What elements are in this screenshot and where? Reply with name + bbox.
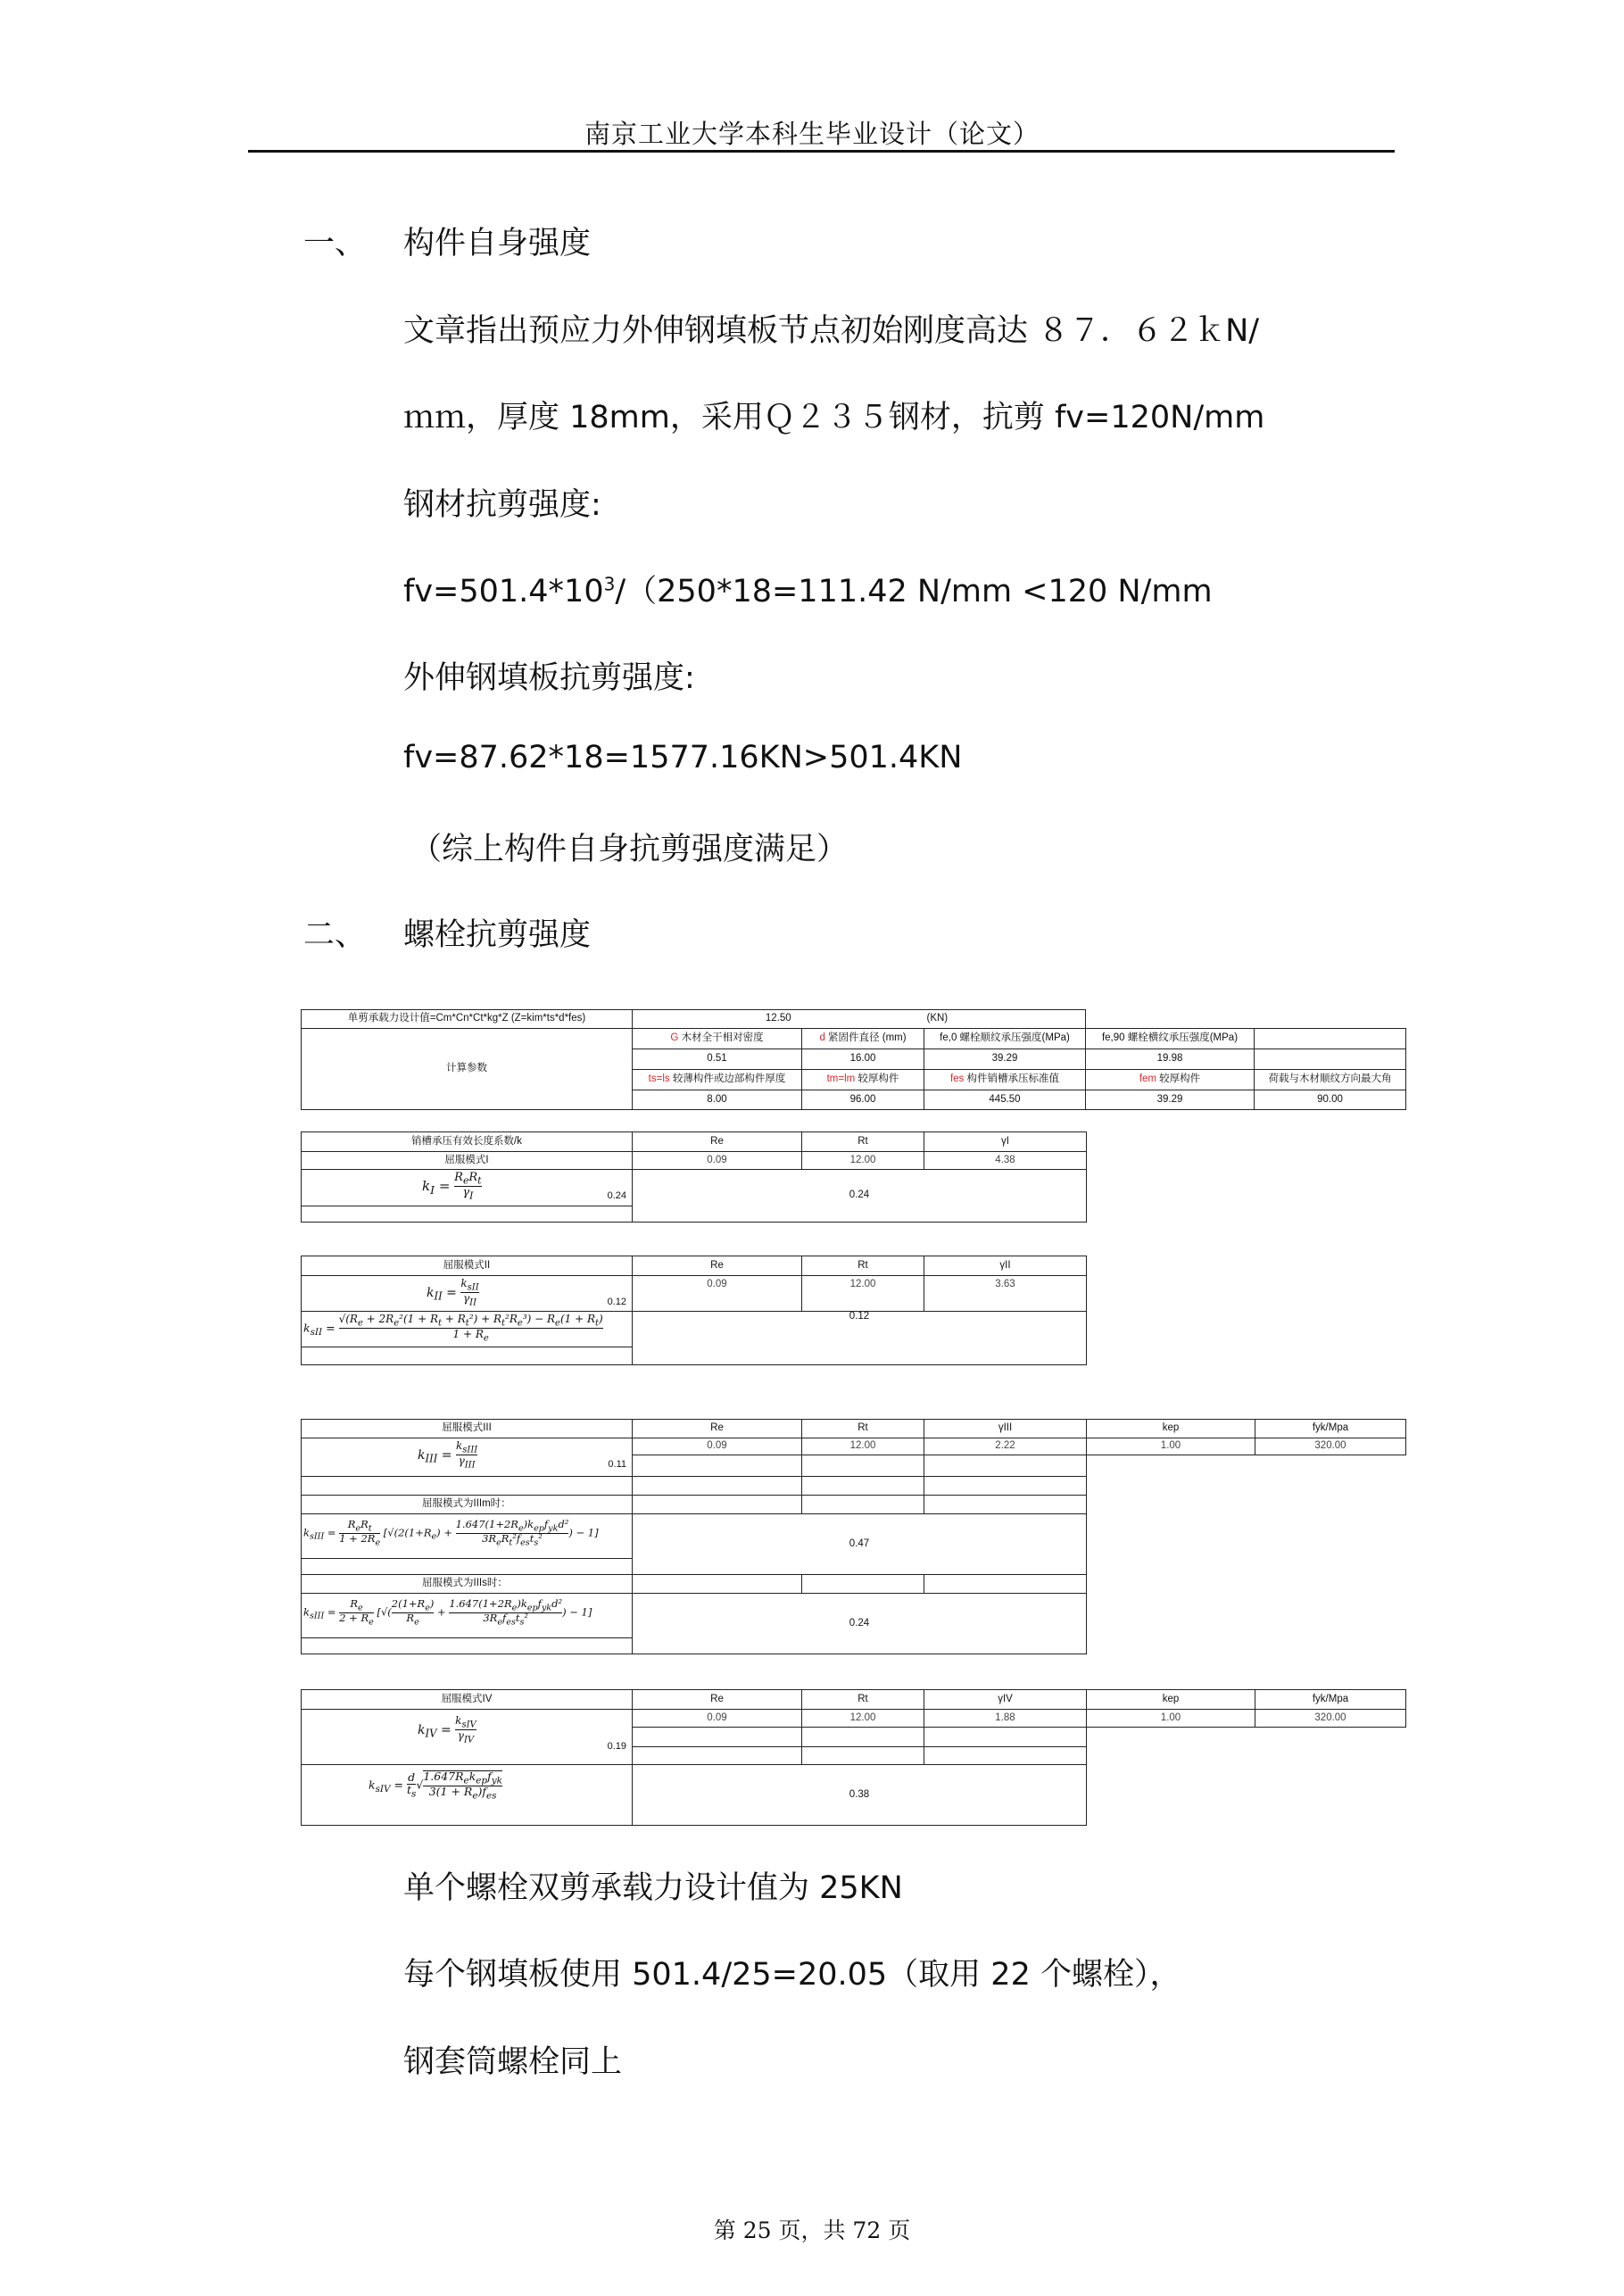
- k2-left-value: 0.12: [607, 1297, 626, 1307]
- k1-hdr-re: Re: [633, 1132, 802, 1152]
- section1-title: 构件自身强度: [403, 226, 592, 261]
- section1-line3: 钢材抗剪强度:: [403, 487, 601, 523]
- k1-right-value: 0.24: [633, 1170, 1087, 1223]
- after-line1: 单个螺栓双剪承载力设计值为 25KN: [403, 1870, 903, 1906]
- k3-formula: $k_{III}$ = $k_{sIII}$ $\gamma_{III}$: [418, 1439, 478, 1471]
- k4-val-rt: 12.00: [802, 1710, 924, 1728]
- k2-formula-b-cell: [302, 1312, 633, 1347]
- k2-formula-b: $k_{sII}$ = $\frac{√(R_e + 2R_e^2(1 + R_t + R_t^2) + R_t^2R_e^3) - R_e(1 + R_t)}{1 + R_e}$: [303, 1313, 603, 1344]
- k2-hdr-gamma: γII: [924, 1256, 1087, 1276]
- section2-number: 二、: [303, 917, 367, 953]
- section1-number: 一、: [303, 226, 367, 261]
- params-v2-3: 39.29: [1086, 1090, 1255, 1110]
- k4-right-value: 0.38: [633, 1765, 1087, 1826]
- k4-left-value: 0.19: [607, 1741, 626, 1752]
- k3-sub-a-label: 屈服模式为IIIm时：: [302, 1496, 633, 1514]
- params-h2-0: ts=ls 较薄构件或边部构件厚度: [633, 1070, 802, 1090]
- k2-val-gamma: 3.63: [924, 1276, 1087, 1312]
- k3-value-a: 0.47: [633, 1514, 1087, 1575]
- k3-val-gamma: 2.22: [924, 1438, 1087, 1455]
- k1-table: [301, 1131, 1087, 1223]
- k1-hdr-rt: Rt: [802, 1132, 924, 1152]
- section1-line4-a: fv=501.4*10: [403, 574, 604, 609]
- k4-hdr-gamma: γIV: [924, 1690, 1087, 1710]
- k2-table: [301, 1256, 1087, 1365]
- k1-left-value: 0.24: [607, 1190, 626, 1201]
- params-v2-0: 8.00: [633, 1090, 802, 1110]
- k3-mode: 屈服模式III: [302, 1420, 633, 1438]
- k1-val-gamma: 4.38: [924, 1152, 1087, 1170]
- header-rule: [248, 150, 1395, 153]
- params-h2-2: fes 构件销槽承压标准值: [924, 1070, 1086, 1090]
- k4-formula-cell: [302, 1710, 633, 1765]
- page-header-title: 南京工业大学本科生毕业设计（论文）: [584, 119, 1040, 149]
- k3-sub-b-label: 屈服模式为IIIs时：: [302, 1575, 633, 1594]
- k2-formula-cell: [302, 1276, 633, 1312]
- k4-table: [301, 1689, 1406, 1826]
- k3-hdr-fyk: fyk/Mpa: [1255, 1420, 1406, 1438]
- params-calc-label: 计算参数: [302, 1029, 633, 1110]
- section1-line4: [403, 567, 1213, 611]
- k3-formula-b-cell: [302, 1594, 633, 1638]
- k3-val-fyk: 320.00: [1255, 1438, 1406, 1455]
- params-v1-1: 16.00: [802, 1049, 924, 1070]
- params-v1-3: 19.98: [1086, 1049, 1255, 1070]
- params-h2-3: fem 较厚构件: [1086, 1070, 1255, 1090]
- params-v1-2: 39.29: [924, 1049, 1086, 1070]
- section1-line5: 外伸钢填板抗剪强度:: [403, 660, 695, 696]
- section1-line7: （综上构件自身抗剪强度满足）: [410, 832, 849, 867]
- k2-formula-a: $k_{II}$ = $k_{sII}$ $\gamma_{II}$: [427, 1277, 479, 1308]
- k1-hdr-gamma: γI: [924, 1132, 1087, 1152]
- params-design-label: 单剪承载力设计值=Cm*Cn*Ct*kg*Z (Z=kim*ts*d*fes): [302, 1010, 633, 1029]
- k3-formula-a: $k_{sIII}$ = $R_eR_t$ $1 + 2R_e$ [$√(2(1+R_e)$ + $1.647(1+2R_e)k_{ep}f_{yk}d^2$ $3R_eR_t^2f_{es}t_s^2$ ) − 1]: [303, 1518, 599, 1548]
- section1-line2: ｍｍ，厚度 18mm，采用Ｑ２３５钢材，抗剪 fv=120N/mm: [403, 400, 1265, 435]
- params-h1-3: fe,90 螺栓横纹承压强度(MPa): [1086, 1029, 1255, 1049]
- params-v2-2: 445.50: [924, 1090, 1086, 1110]
- k4-hdr-fyk: fyk/Mpa: [1255, 1690, 1406, 1710]
- k4-formula-b-cell: [302, 1765, 633, 1826]
- k3-val-re: 0.09: [633, 1438, 802, 1455]
- params-h2-1: tm=lm 较厚构件: [802, 1070, 924, 1090]
- k1-val-re: 0.09: [633, 1152, 802, 1170]
- after-line2: 每个钢填板使用 501.4/25=20.05（取用 22 个螺栓），: [403, 1957, 1181, 1993]
- k2-hdr-rt: Rt: [802, 1256, 924, 1276]
- k3-table: [301, 1419, 1406, 1654]
- section1-line6: fv=87.62*18=1577.16KN>501.4KN: [403, 740, 963, 775]
- k1-mode: 屈服模式I: [302, 1152, 633, 1170]
- k4-hdr-kep: kep: [1087, 1690, 1255, 1710]
- k4-formula-b: $k_{sIV}$ = $\frac{d}{t_s}$ √ $1.647R_ek_{ep}f_{yk}$ $3(1 + R_e)f_{es}$: [369, 1770, 502, 1802]
- section2-title: 螺栓抗剪强度: [403, 917, 592, 953]
- k4-hdr-re: Re: [633, 1690, 802, 1710]
- k3-left-value: 0.11: [608, 1459, 626, 1470]
- params-h1-0: G 木材全干相对密度: [633, 1029, 802, 1049]
- params-v1-0: 0.51: [633, 1049, 802, 1070]
- k4-val-fyk: 320.00: [1255, 1710, 1406, 1728]
- k4-val-re: 0.09: [633, 1710, 802, 1728]
- params-table: [301, 1009, 1406, 1110]
- k3-val-rt: 12.00: [802, 1438, 924, 1455]
- page-footer: 第 25 页，共 72 页: [713, 2217, 911, 2243]
- params-design-value: 12.50: [633, 1010, 924, 1029]
- k3-formula-b: $k_{sIII}$ = $\frac{R_e}{2 + R_e}$ [√( $\frac{2(1+R_e)}{R_e}$ + $1.647(1+2R_e)k_{ep}f_{yk}d^2$ $3R_ef_{es}t_s^2$ ) − 1]: [303, 1597, 592, 1628]
- k1-title: 销槽承压有效长度系数/k: [302, 1132, 633, 1152]
- k3-formula-cell: [302, 1438, 633, 1477]
- k4-formula-a: $k_{IV}$ = $k_{sIV}$ $\gamma_{IV}$: [418, 1714, 476, 1745]
- params-v2-4: 90.00: [1255, 1090, 1406, 1110]
- params-design-unit: (KN): [924, 1010, 1086, 1029]
- k2-right-value: 0.12: [633, 1312, 1087, 1365]
- params-h2-4: 荷载与木材顺纹方向最大角: [1255, 1070, 1406, 1090]
- after-line3: 钢套筒螺栓同上: [403, 2044, 623, 2080]
- k3-hdr-kep: kep: [1087, 1420, 1255, 1438]
- k1-formula: $k_I$ = $R_eR_t$ $\gamma_I$: [422, 1171, 482, 1203]
- section1-line1: 文章指出预应力外伸钢填板节点初始刚度高达 ８７．６２ｋN/: [403, 313, 1260, 349]
- params-v2-1: 96.00: [802, 1090, 924, 1110]
- k1-val-rt: 12.00: [802, 1152, 924, 1170]
- k2-mode: 屈服模式II: [302, 1256, 633, 1276]
- k4-val-kep: 1.00: [1087, 1710, 1255, 1728]
- k4-val-gamma: 1.88: [924, 1710, 1087, 1728]
- k4-mode: 屈服模式IV: [302, 1690, 633, 1710]
- k1-formula-cell: [302, 1170, 633, 1206]
- k3-hdr-rt: Rt: [802, 1420, 924, 1438]
- k3-val-kep: 1.00: [1087, 1438, 1255, 1455]
- params-h1-1: d 紧固件直径 (mm): [802, 1029, 924, 1049]
- k2-hdr-re: Re: [633, 1256, 802, 1276]
- k3-hdr-gamma: γIII: [924, 1420, 1087, 1438]
- k4-hdr-rt: Rt: [802, 1690, 924, 1710]
- params-h1-2: fe,0 螺栓顺纹承压强度(MPa): [924, 1029, 1086, 1049]
- section1-line4-sup: 3: [603, 573, 616, 595]
- k3-hdr-re: Re: [633, 1420, 802, 1438]
- section1-line4-b: /（250*18=111.42 N/mm <120 N/mm: [615, 574, 1213, 609]
- k3-formula-a-cell: [302, 1514, 633, 1559]
- k3-value-b: 0.24: [633, 1594, 1087, 1654]
- k2-val-rt: 12.00: [802, 1276, 924, 1312]
- k2-val-re: 0.09: [633, 1276, 802, 1312]
